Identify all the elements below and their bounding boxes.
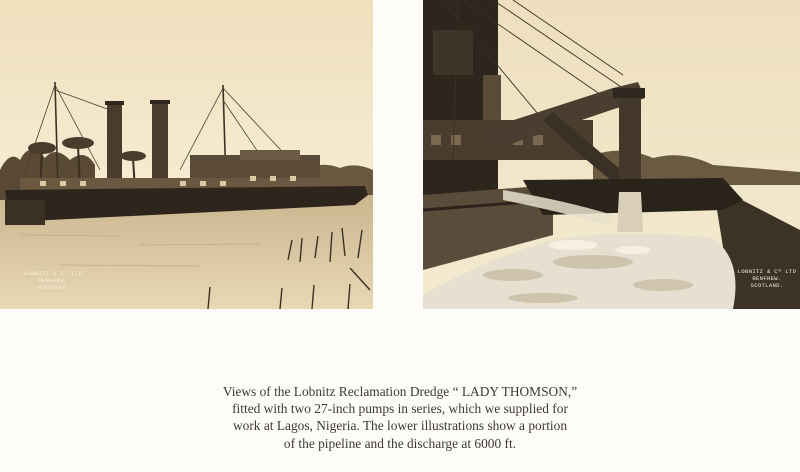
stamp-line: RENFREW. <box>752 275 782 282</box>
stamp-line: SCOTLAND. <box>750 282 784 289</box>
dredge-side-view-image <box>0 0 373 309</box>
caption-line: of the pipeline and the discharge at 6000 ft. <box>283 435 517 451</box>
stamp-line: SCOTLAND. <box>36 284 70 291</box>
discharge-pipe-image <box>423 0 800 309</box>
caption-line: work at Lagos, Nigeria. The lower illustrations show a portion <box>232 418 568 434</box>
stamp-line: LOBNITZ & Cº LTD <box>737 268 797 275</box>
caption-line: Views of the Lobnitz Reclamation Dredge “ LADY THOMSON,” <box>222 384 578 399</box>
maker-stamp-right <box>734 268 800 289</box>
dredge-photo-right <box>423 0 800 309</box>
photo-caption <box>150 383 650 452</box>
stamp-line: RENFREW. <box>38 277 68 284</box>
dredge-photo-left <box>0 0 373 309</box>
stamp-line: LOBNITZ & Cº LTD <box>23 270 83 277</box>
caption-line: fitted with two 27-inch pumps in series, which we supplied for <box>232 401 568 417</box>
maker-stamp-left <box>18 270 88 291</box>
